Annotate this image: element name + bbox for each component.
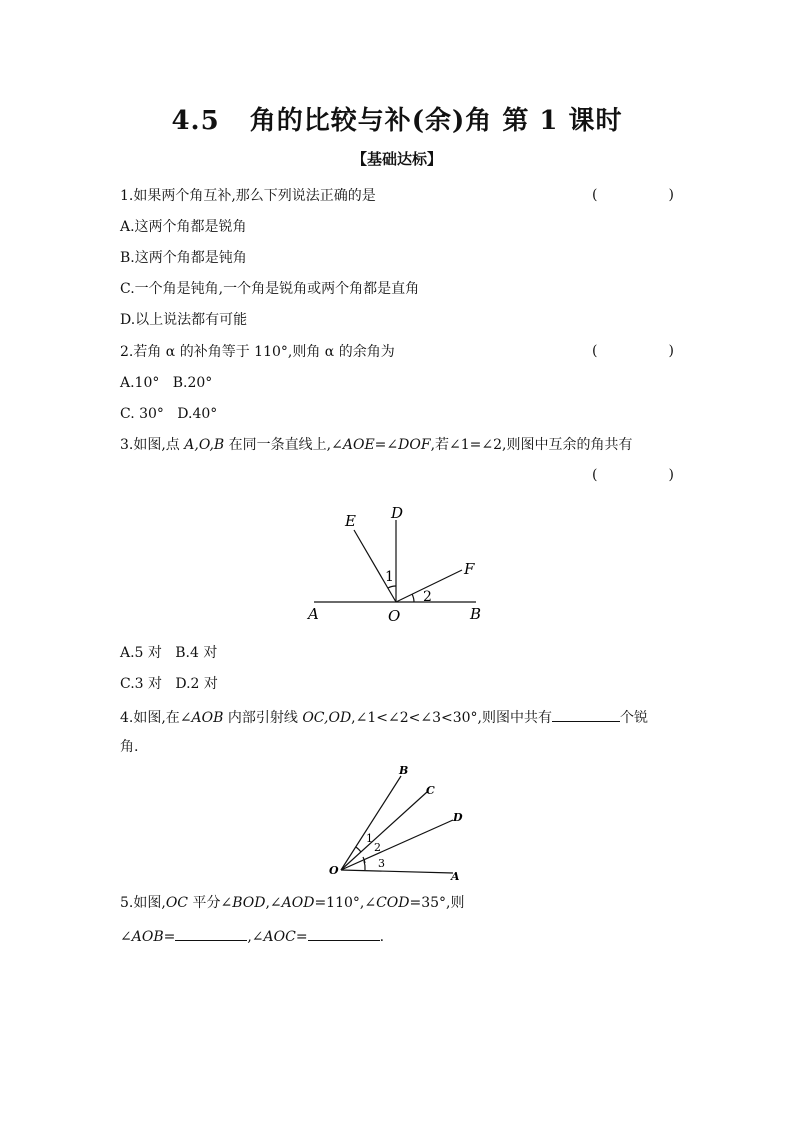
q3-stem — [120, 436, 632, 454]
label-angle-3: 3 — [378, 857, 385, 870]
paren-open: ( — [592, 343, 598, 359]
q4-stem-part: 个锐 — [620, 710, 648, 726]
q1-answer-paren — [592, 187, 674, 203]
label-o: O — [388, 607, 401, 625]
q5-stem — [120, 894, 465, 912]
q3-angle-equality: ∠AOE=∠DOF — [331, 437, 431, 453]
q5-angle-bod: BOD — [232, 895, 266, 911]
label-e: E — [345, 512, 356, 530]
q5-angle-cod: COD — [376, 895, 410, 911]
section-number: 4.5 — [171, 106, 220, 136]
q4-stem-part: ,∠1<∠2<∠3<30°,则图中共有 — [351, 710, 552, 726]
q5-stem-part: 5.如图, — [120, 895, 166, 911]
label-angle-2: 2 — [423, 589, 432, 605]
q5-angle-aob: AOB — [131, 929, 164, 945]
q3-stem-part: 在同一条直线上, — [224, 437, 332, 453]
q5-angle-aoc: AOC — [263, 929, 296, 945]
angle-1-arc — [356, 847, 361, 852]
q5-line-part: ∠ — [120, 929, 132, 945]
ray-oa — [341, 870, 453, 873]
q5-angle-aod: AOD — [281, 895, 315, 911]
q5-answer-line — [120, 926, 384, 946]
label-a: A — [451, 870, 460, 883]
q3-options-ab: A.5 对 B.4 对 — [120, 645, 218, 661]
q5-stem-part: =110°,∠ — [314, 895, 377, 911]
q4-answer-blank[interactable] — [552, 707, 620, 722]
q5-ray-oc: OC — [165, 895, 189, 911]
q5-line-part: . — [379, 929, 385, 945]
q2-options-ab: A.10° B.20° — [120, 375, 213, 391]
paren-close: ) — [668, 467, 674, 483]
section-subtitle: 【基础达标】 — [351, 150, 442, 168]
q2-stem: 2.若角 α 的补角等于 110°,则角 α 的余角为 — [120, 344, 395, 360]
q3-figure — [300, 500, 500, 630]
q5-aoc-blank[interactable] — [308, 926, 380, 941]
angle-1-arc — [388, 586, 396, 588]
section-title: 角的比较与补(余)角 第 1 课时 — [249, 106, 623, 136]
q4-angle: ∠AOB — [179, 710, 224, 726]
q5-stem-part: =35°,则 — [409, 895, 465, 911]
ray-oe — [354, 530, 396, 602]
q1-option-d: D.以上说法都有可能 — [120, 312, 248, 328]
label-f: F — [464, 560, 475, 578]
q4-stem — [120, 707, 648, 727]
q3-options-cd: C.3 对 D.2 对 — [120, 676, 218, 692]
paren-close: ) — [668, 343, 674, 359]
q1-option-c: C.一个角是钝角,一个角是锐角或两个角都是直角 — [120, 281, 420, 297]
q2-options-cd: C. 30° D.40° — [120, 406, 218, 422]
ray-od — [341, 820, 453, 870]
paren-open: ( — [592, 467, 598, 483]
q3-stem-part: 3.如图,点 — [120, 437, 185, 453]
q4-figure — [325, 760, 470, 885]
q4-stem-part: 4.如图,在 — [120, 710, 180, 726]
q5-aob-blank[interactable] — [175, 926, 247, 941]
q5-line-part: = — [295, 929, 308, 945]
q1-stem: 1.如果两个角互补,那么下列说法正确的是 — [120, 188, 376, 204]
q3-stem-part: ,若∠1=∠2,则图中互余的角共有 — [430, 437, 633, 453]
label-d: D — [391, 504, 404, 522]
q4-rays: OC,OD — [302, 710, 352, 726]
page-title — [0, 100, 794, 137]
label-angle-1: 1 — [385, 569, 394, 585]
label-d: D — [453, 811, 463, 824]
angle-2-arc — [412, 594, 414, 602]
label-o: O — [329, 864, 339, 877]
paren-close: ) — [668, 187, 674, 203]
q1-option-b: B.这两个角都是钝角 — [120, 250, 247, 266]
q2-answer-paren — [592, 343, 674, 359]
q5-stem-part: 平分∠ — [188, 895, 233, 911]
q3-points: A,O,B — [184, 437, 225, 453]
label-c: C — [426, 784, 435, 797]
q4-stem-part: 内部引射线 — [223, 710, 303, 726]
paren-open: ( — [592, 187, 598, 203]
q4-stem-cont: 角. — [120, 739, 139, 755]
label-b: B — [399, 764, 409, 777]
q5-line-part: = — [163, 929, 176, 945]
q3-answer-paren — [592, 467, 674, 483]
angle-3-arc — [364, 861, 365, 870]
q1-option-a: A.这两个角都是锐角 — [120, 219, 247, 235]
label-angle-2: 2 — [374, 841, 381, 854]
q5-stem-part: ,∠ — [265, 895, 282, 911]
q5-line-part: ,∠ — [247, 929, 264, 945]
label-a: A — [308, 605, 319, 623]
label-angle-1: 1 — [366, 832, 373, 845]
label-b: B — [470, 605, 482, 623]
